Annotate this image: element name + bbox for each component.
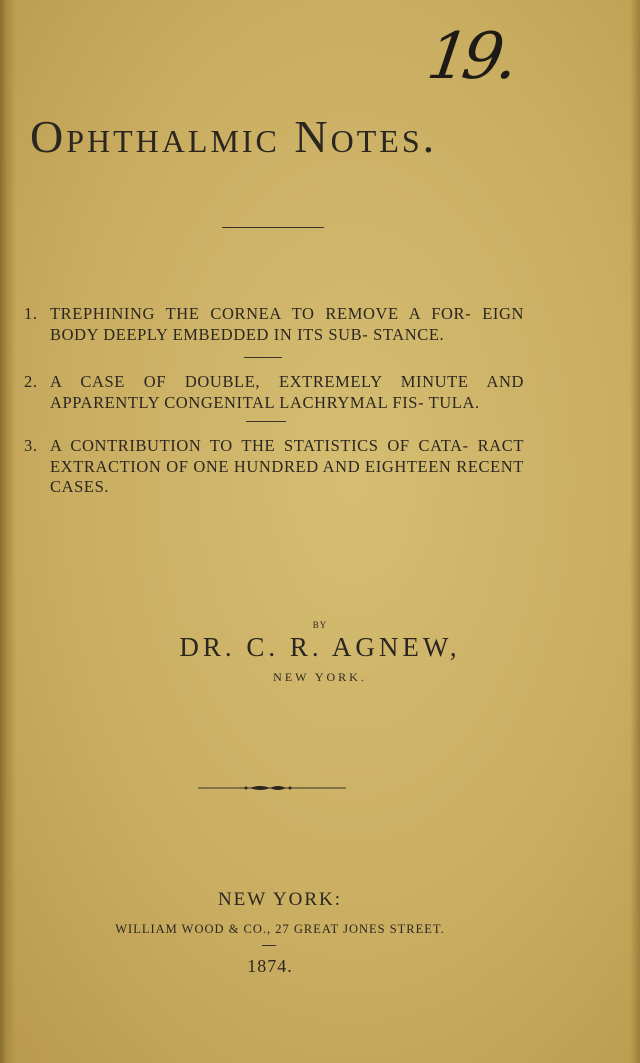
- item-number: 1.: [24, 304, 38, 323]
- item-number: 3.: [24, 436, 38, 455]
- item-text: TREPHINING THE CORNEA TO REMOVE A FOR- EIGN BODY DEEPLY EMBEDDED IN ITS SUB- STANCE.: [50, 304, 524, 344]
- publication-place: NEW YORK:: [217, 889, 343, 910]
- contents-list: [24, 304, 524, 498]
- publisher: WILLIAM WOOD & CO., 27 GREAT JONES STREET.: [115, 922, 445, 936]
- item-text: A CONTRIBUTION TO THE STATISTICS OF CATA- RACT EXTRACTION OF ONE HUNDRED AND EIGHTEEN RECENT CASES.: [50, 436, 524, 496]
- author-place: NEW YORK.: [273, 670, 367, 684]
- handwritten-number: 19.: [422, 20, 517, 94]
- item-text: A CASE OF DOUBLE, EXTREMELY MINUTE AND APPARENTLY CONGENITAL LACHRYMAL FIS- TULA.: [50, 372, 524, 412]
- item-number: 2.: [24, 372, 38, 391]
- title-rule: [222, 227, 324, 228]
- ornamental-rule: [198, 778, 346, 798]
- by-label: BY: [312, 620, 328, 630]
- year-rule: [262, 945, 276, 946]
- page-right-edge: [630, 0, 640, 1063]
- book-title: Ophthalmic Notes.: [30, 111, 438, 162]
- publication-year: 1874.: [247, 956, 293, 976]
- list-item: [24, 372, 524, 413]
- list-item: [24, 436, 524, 498]
- author-name: DR. C. R. AGNEW,: [179, 632, 461, 662]
- item-separator: [246, 421, 286, 422]
- list-item: [24, 304, 524, 345]
- item-separator: [244, 357, 282, 358]
